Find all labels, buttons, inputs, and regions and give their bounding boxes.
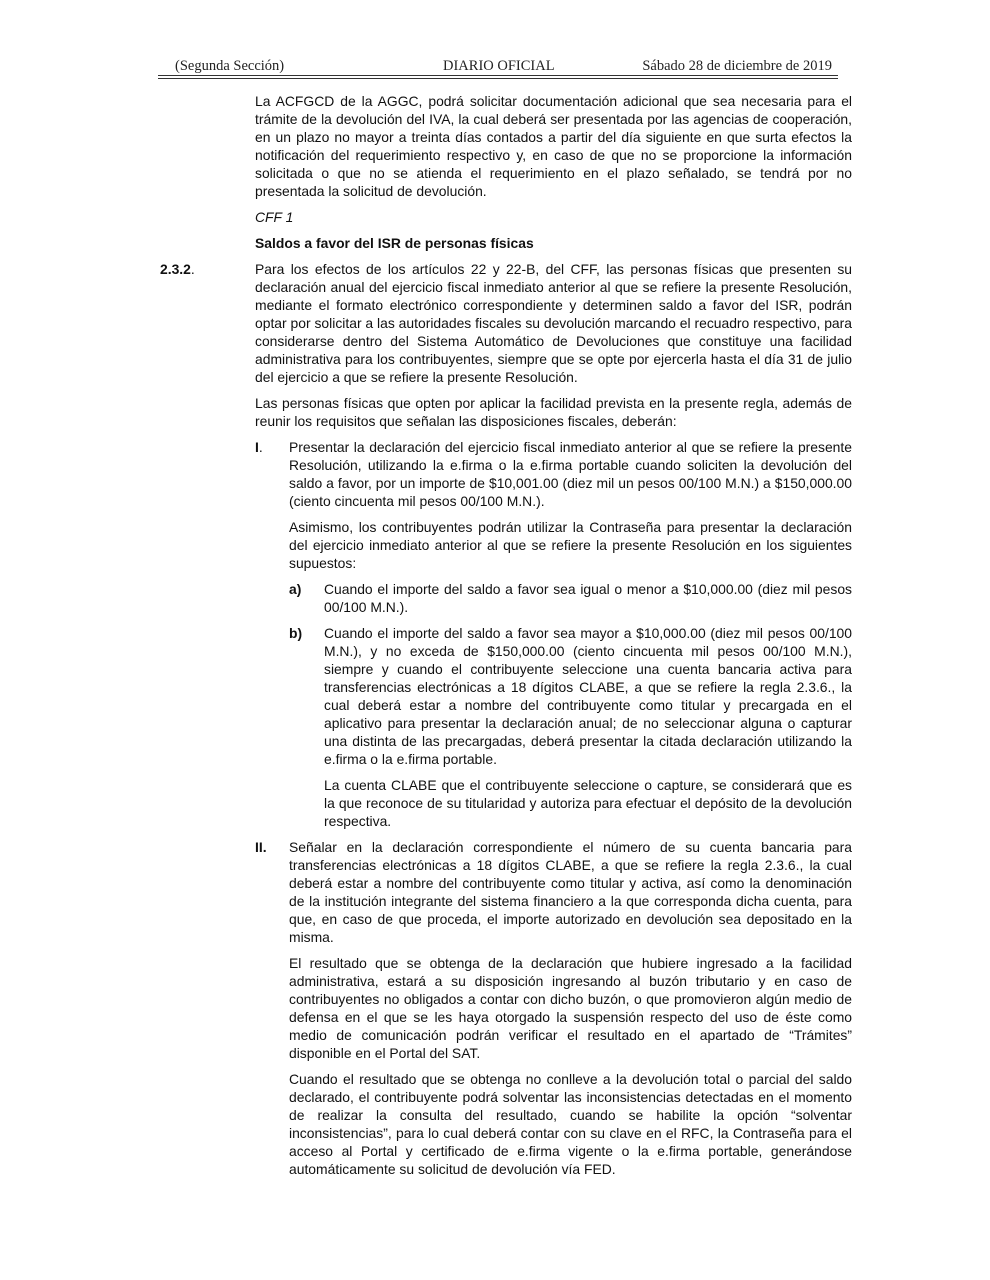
rule-number: 2.3.2. bbox=[160, 261, 195, 277]
sub-marker-a: a) bbox=[289, 581, 302, 597]
rule-paragraph: Para los efectos de los artículos 22 y 22-B, del CFF, las personas físicas que presenten su declaración anual del ejercicio fiscal inmediato anterior al que se refiere la presente Resolución, mediante el formato electrónico correspondiente y determinen saldo a favor del ISR, podrán optar por solicitar a las autoridades fiscales su devolución marcando el recuadro respectivo, para considerarse dentro del Sistema Automático de Devoluciones que constituye una facilidad administrativa para los contribuyentes, siempre que se opte por ejercerla hasta el día 31 de julio del ejercicio a que se refiere la presente Resolución. bbox=[255, 261, 852, 385]
list-item-I bbox=[0, 438, 990, 510]
list-item-II-text: Señalar en la declaración correspondiente el número de su cuenta bancaria para transferencias electrónicas a 18 dígitos CLABE, a que se refiere la regla 2.3.6., la cual deberá estar a nombre del contribuyente como titular y activa, así como la denominación de la institución integrante del sistema financiero a la que corresponda dicha cuenta, para que, en caso de que proceda, el importe autorizado en devolución sea depositado en la misma. bbox=[289, 839, 852, 945]
sub-item-a-text: Cuando el importe del saldo a favor sea igual o menor a $10,000.00 (diez mil pesos 00/100 M.N.). bbox=[324, 581, 852, 615]
document-body bbox=[0, 92, 990, 1186]
header-section: (Segunda Sección) bbox=[175, 58, 285, 74]
sub-marker-b: b) bbox=[289, 625, 303, 641]
legal-reference: CFF 1 bbox=[255, 209, 294, 225]
rule-block bbox=[0, 260, 990, 386]
sub-item-b-text: Cuando el importe del saldo a favor sea mayor a $10,000.00 (diez mil pesos 00/100 M.N.), y no exceda de $150,000.00 (ciento cincuenta mil pesos 00/100 M.N.), siempre y cuando el contribuyente seleccione una cuenta bancaria activa para transferencias electrónicas a 18 dígitos CLABE, a que se refiere la regla 2.3.6., la cual deberá estar a nombre del contribuyente como titular y precargada en el aplicativo para presentar la declaración anual; de no seleccionar alguna o capturar una distinta de las precargadas, deberá presentar la citada declaración utilizando la e.firma o la e.firma portable. bbox=[324, 625, 852, 767]
list-item-II-followup-2: Cuando el resultado que se obtenga no conlleve a la devolución total o parcial del saldo declarado, el contribuyente podrá solventar las inconsistencias detectadas en el momento de realizar la consulta del resultado, cuando se habilite la opción “solventar inconsistencias”, para lo cual deberá contar con su clave en el RFC, la Contraseña para el acceso al Portal y certificado de e.firma vigente o la e.firma portable, generándose automáticamente su solicitud de devolución vía FED. bbox=[289, 1071, 852, 1177]
requirements-intro: Las personas físicas que opten por aplicar la facilidad prevista en la presente regla, además de reunir los requisitos que señalan las disposiciones fiscales, deberán: bbox=[255, 395, 852, 429]
list-item-II-followup-1: El resultado que se obtenga de la declaración que hubiere ingresado a la facilidad administrativa, estará a su disposición ingresando al buzón tributario y en caso de contribuyentes no obligados a contar con dicho buzón, o que promovieron algún medio de defensa en el que se les haya otorgado la suspensión respecto del uso de éste como medio de comunicación podrán verificar el resultado en el apartado de “Trámites” disponible en el Portal del SAT. bbox=[289, 955, 852, 1061]
header-title: DIARIO OFICIAL bbox=[443, 58, 555, 74]
intro-paragraph: La ACFGCD de la AGGC, podrá solicitar documentación adicional que sea necesaria para el trámite de la devolución del IVA, la cual deberá ser presentada por las agencias de cooperación, en un plazo no mayor a treinta días contados a partir del día siguiente en que surta efectos la notificación del requerimiento respectivo y, en caso de que no se proporcione la información solicitada o que no se atienda el requerimiento en el plazo señalado, se tendrá por no presentada la solicitud de devolución. bbox=[255, 93, 852, 199]
sub-item-b-followup: La cuenta CLABE que el contribuyente seleccione o capture, se considerará que es la que reconoce de su titularidad y autoriza para efectuar el depósito de la devolución respectiva. bbox=[324, 777, 852, 829]
list-item-II bbox=[0, 838, 990, 946]
header-rule-top bbox=[158, 75, 838, 76]
sub-item-a bbox=[0, 580, 990, 616]
header-rule-bottom bbox=[158, 78, 838, 79]
page-header bbox=[158, 58, 832, 76]
list-marker-I: I. bbox=[255, 439, 263, 455]
list-marker-II: II. bbox=[255, 839, 267, 855]
header-date: Sábado 28 de diciembre de 2019 bbox=[642, 58, 832, 74]
section-heading: Saldos a favor del ISR de personas físicas bbox=[255, 235, 534, 251]
sub-item-b bbox=[0, 624, 990, 768]
list-item-I-text: Presentar la declaración del ejercicio fiscal inmediato anterior al que se refiere la presente Resolución, utilizando la e.firma o la e.firma portable cuando soliciten la devolución del saldo a favor, por un importe de $10,001.00 (diez mil un pesos 00/100 M.N.) a $150,000.00 (ciento cincuenta mil pesos 00/100 M.N.). bbox=[289, 439, 852, 509]
list-item-I-followup: Asimismo, los contribuyentes podrán utilizar la Contraseña para presentar la declaración del ejercicio inmediato anterior al que se refiere la presente Resolución en los siguientes supuestos: bbox=[289, 519, 852, 571]
